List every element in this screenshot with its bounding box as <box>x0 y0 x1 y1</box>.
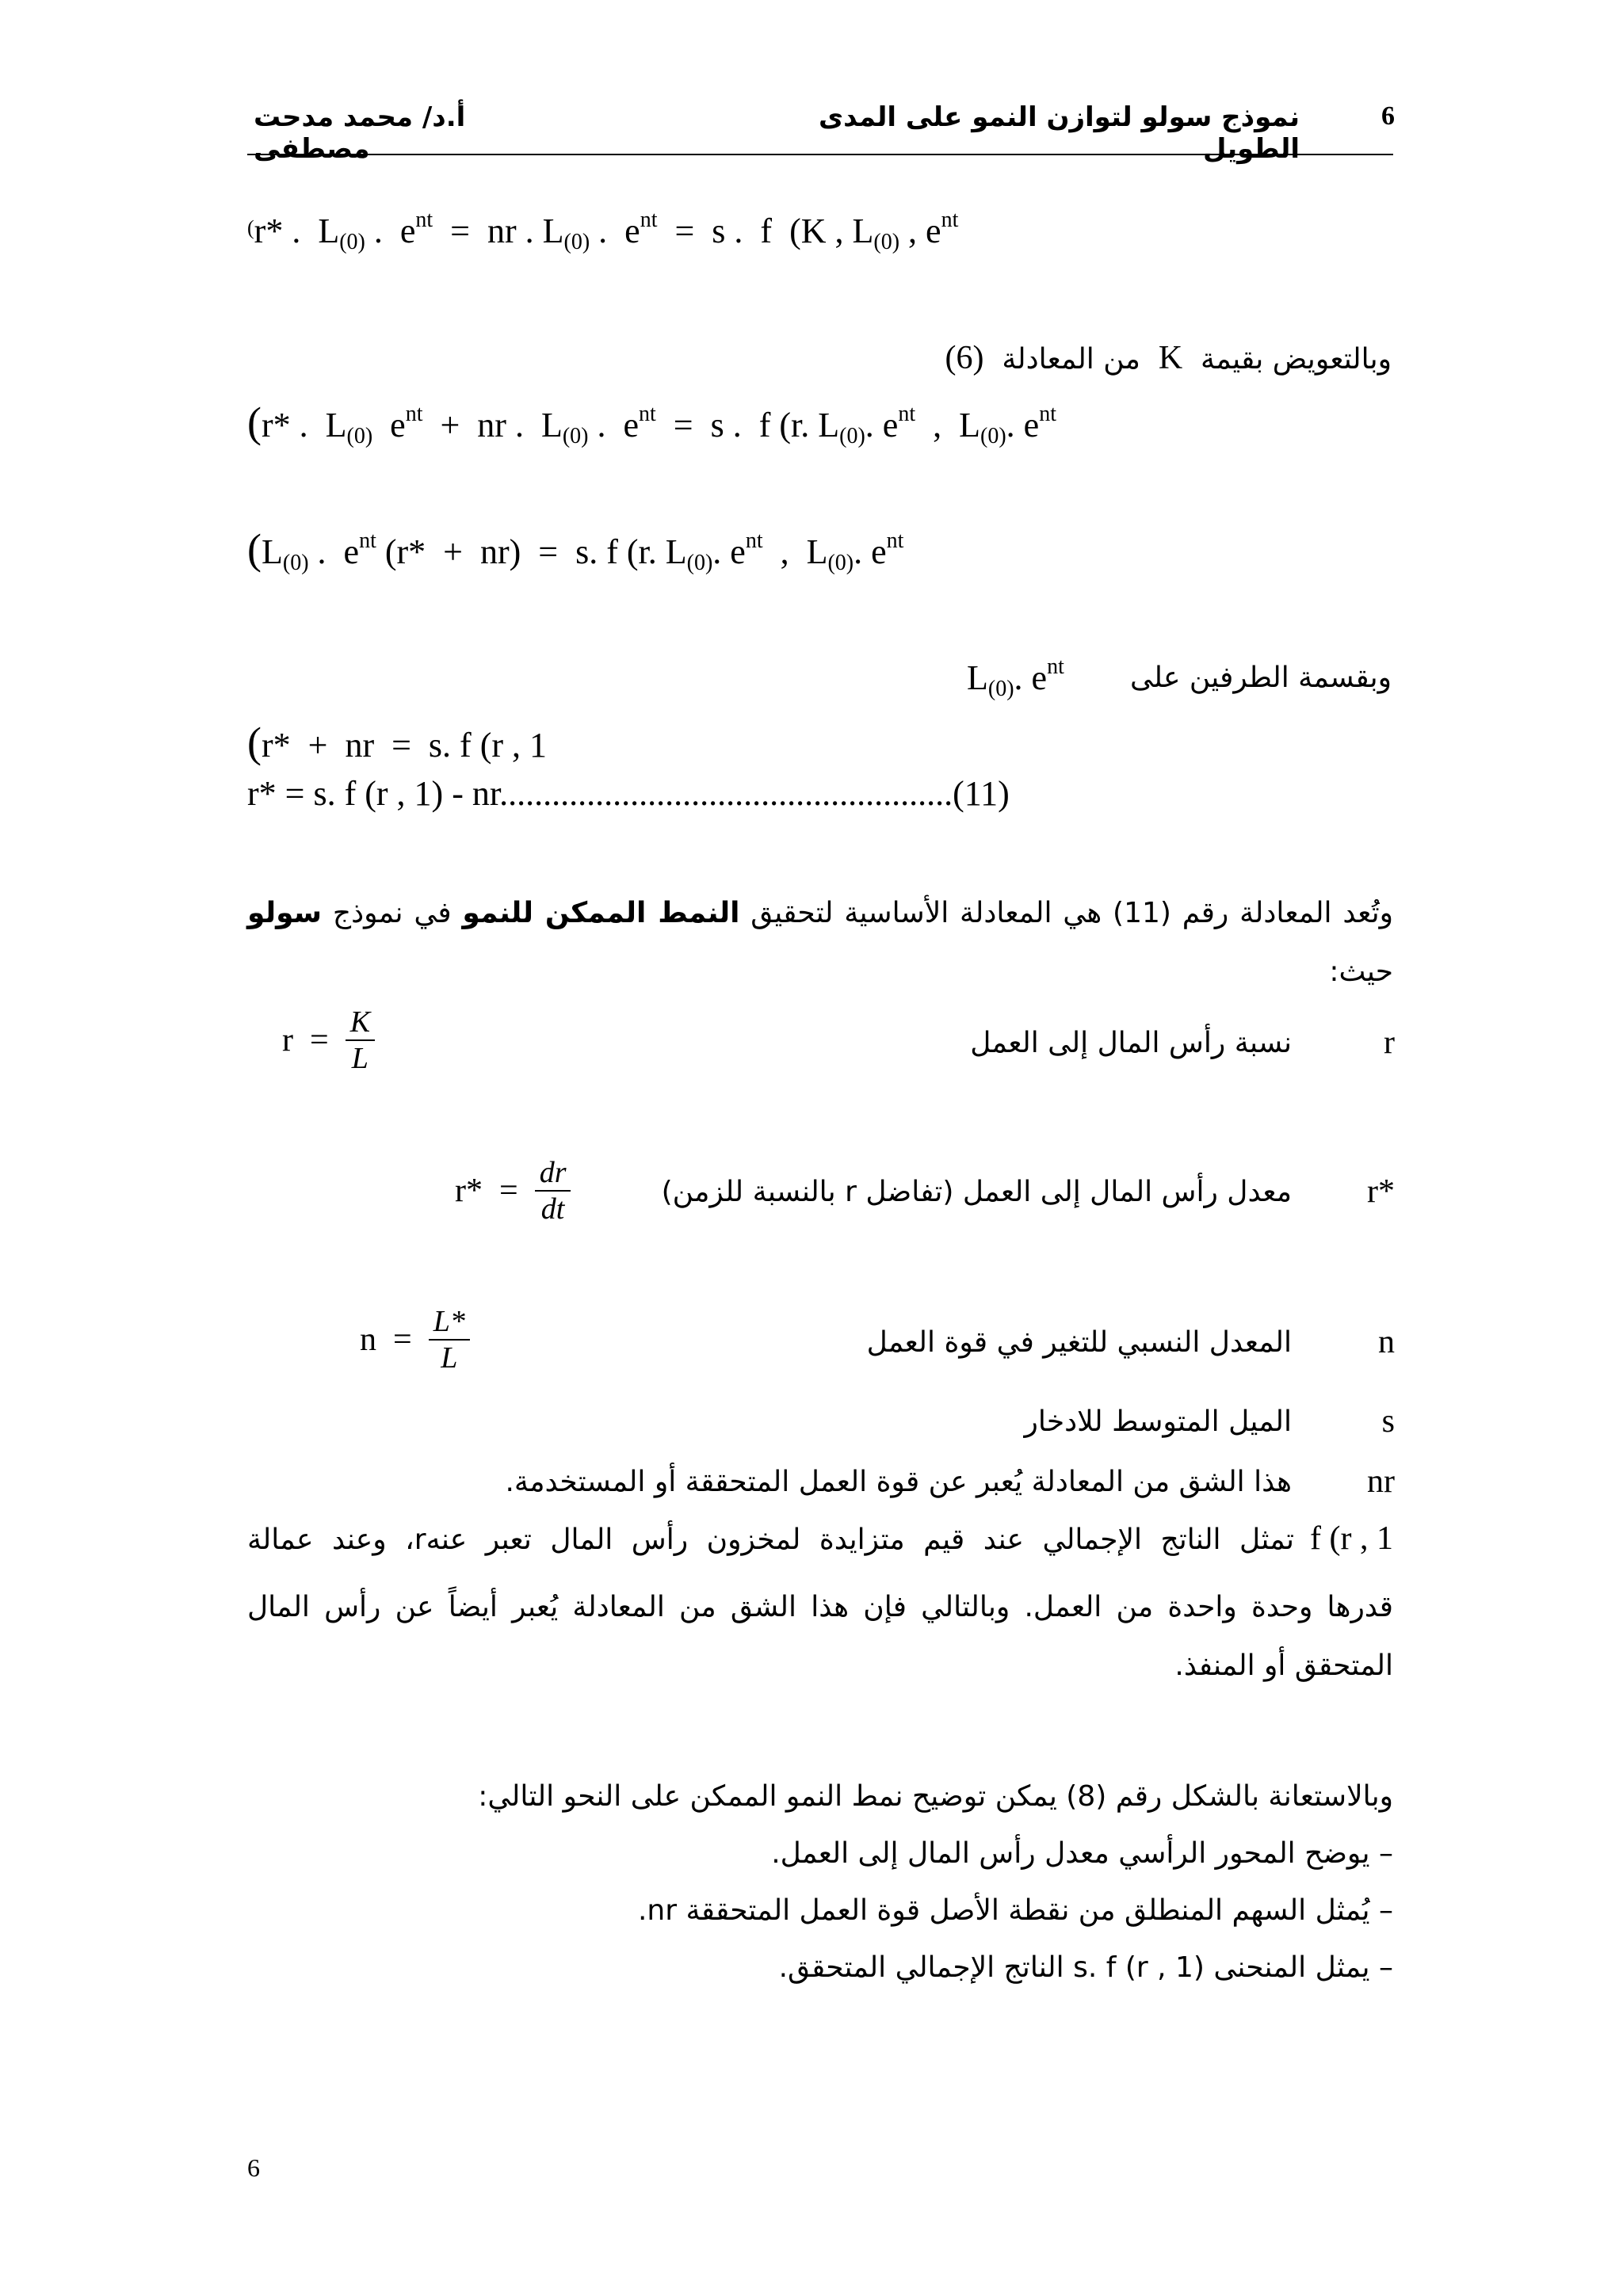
substitution-text: وبالتعويض بقيمة K من المعادلة (6) <box>945 340 1392 376</box>
paragraph3-bullet-1: – يوضح المحور الرأسي معدل رأس المال إلى العمل. <box>771 1837 1393 1870</box>
def-nr-symbol: nr <box>1367 1463 1395 1500</box>
equation-11-dots: .................................................... <box>499 774 953 813</box>
paragraph2-line3: المتحقق أو المنفذ. <box>1174 1650 1393 1682</box>
def-rstar-num: dr <box>539 1156 567 1189</box>
equation-11-body: r* = s. f (r , 1) - nr <box>247 774 500 813</box>
divide-text: وبقسمة الطرفين على <box>1130 662 1392 694</box>
paragraph1-part2: في نموذج <box>322 897 463 929</box>
equation-1: (r* . $L_{(0)}$ . $e^{nt}$ = nr . $L_{(0)}$ . $e^{nt} = s$ . f (K , $L_{(0)}$ , $e^{nt}$ <box>247 208 959 254</box>
def-rstar-symbol: r* <box>1367 1173 1395 1210</box>
def-rstar-fraction <box>535 1155 571 1226</box>
paragraph2-line2: قدرها وحدة واحدة من العمل. وبالتالي فإن هذا الشق من المعادلة يُعبر أيضاً عن رأس المال <box>247 1591 1393 1623</box>
def-n-symbol: n <box>1378 1324 1395 1360</box>
def-rstar-lhs: r* = <box>455 1173 518 1209</box>
def-r-den: L <box>351 1042 369 1075</box>
def-r-fraction <box>346 1005 375 1076</box>
equation-2: (r* . $L_{(0)}$ $e^{nt}$ + nr . $L_{(0)}$ . $e^{nt} = s$ . f (r. $L_{(0)}$. $e^{nt}$ , $L_{(0)}$. $e^{nt}$ <box>247 399 1056 448</box>
def-n-text: المعدل النسبي للتغير في قوة العمل <box>866 1326 1292 1359</box>
def-s-symbol: s <box>1381 1403 1395 1440</box>
paragraph-basic-equation <box>247 884 1393 1001</box>
paragraph-figure-explanation <box>247 1768 1393 1997</box>
def-rstar-text: معدل رأس المال إلى العمل (تفاضل r بالنسبة للزمن) <box>661 1176 1292 1208</box>
def-r-num: K <box>349 1005 371 1039</box>
paragraph1-bold: النمط الممكن للنمو <box>462 897 740 929</box>
def-n-lhs: n = <box>360 1322 412 1358</box>
def-r-formula <box>282 1005 375 1076</box>
def-rstar-den: dt <box>540 1192 565 1226</box>
header-page-number: 6 <box>1381 101 1395 131</box>
divide-expression: $L_{(0)}$. $e^{nt}$ <box>967 654 1064 701</box>
paragraph1-bold2: سولو <box>247 897 323 929</box>
def-r-lhs: r = <box>282 1022 329 1058</box>
header-author: أ.د/ محمد مدحت مصطفى <box>254 101 466 165</box>
paragraph-output <box>247 1520 1393 1695</box>
paragraph3-bullet-3: – يمثل المنحنى s. f (r , 1) الناتج الإجمالي المتحقق. <box>778 1951 1393 1984</box>
def-n-den: L <box>441 1341 458 1375</box>
paragraph2-symbol: f (r , 1 <box>1310 1520 1393 1557</box>
def-n-formula <box>360 1304 470 1375</box>
equation-11 <box>247 773 1010 814</box>
paragraph3-intro: وبالاستعانة بالشكل رقم (8) يمكن توضيح نمط النمو الممكن على النحو التالي: <box>478 1780 1393 1813</box>
def-r-text: نسبة رأس المال إلى العمل <box>970 1027 1292 1059</box>
paragraph1-part1: وتُعد المعادلة رقم (11) هي المعادلة الأساسية لتحقيق <box>739 897 1394 929</box>
equation-11-number: (11) <box>953 774 1010 813</box>
def-s-text: الميل المتوسط للادخار <box>1024 1405 1292 1438</box>
paragraph3-bullet-2: – يُمثل السهم المنطلق من نقطة الأصل قوة العمل المتحققة nr. <box>637 1894 1393 1927</box>
paragraph2-line1: تمثل الناتج الإجمالي عند قيم متزايدة لمخزون رأس المال تعبر عنهr، وعند عمالة <box>247 1524 1295 1556</box>
equation-3: ($L_{(0)}$ . $e^{nt}$ (r* + nr) = s. f (r. $L_{(0)}$. $e^{nt}$ , $L_{(0)}$. $e^{nt}$ <box>247 525 904 575</box>
def-n-num: L* <box>433 1305 465 1338</box>
def-nr-text: هذا الشق من المعادلة يُعبر عن قوة العمل المتحققة أو المستخدمة. <box>505 1466 1292 1498</box>
header-chapter-title: نموذج سولو لتوازن النمو على المدى الطويل <box>819 101 1300 165</box>
def-r-symbol: r <box>1384 1024 1395 1061</box>
footer-page-number: 6 <box>247 2153 260 2182</box>
equation-4: (r* + nr = s. f (r , 1 <box>247 719 547 766</box>
def-n-fraction <box>429 1304 470 1375</box>
header-rule <box>247 154 1393 155</box>
def-rstar-formula <box>455 1155 571 1226</box>
paragraph1-part3: حيث: <box>1329 955 1393 988</box>
